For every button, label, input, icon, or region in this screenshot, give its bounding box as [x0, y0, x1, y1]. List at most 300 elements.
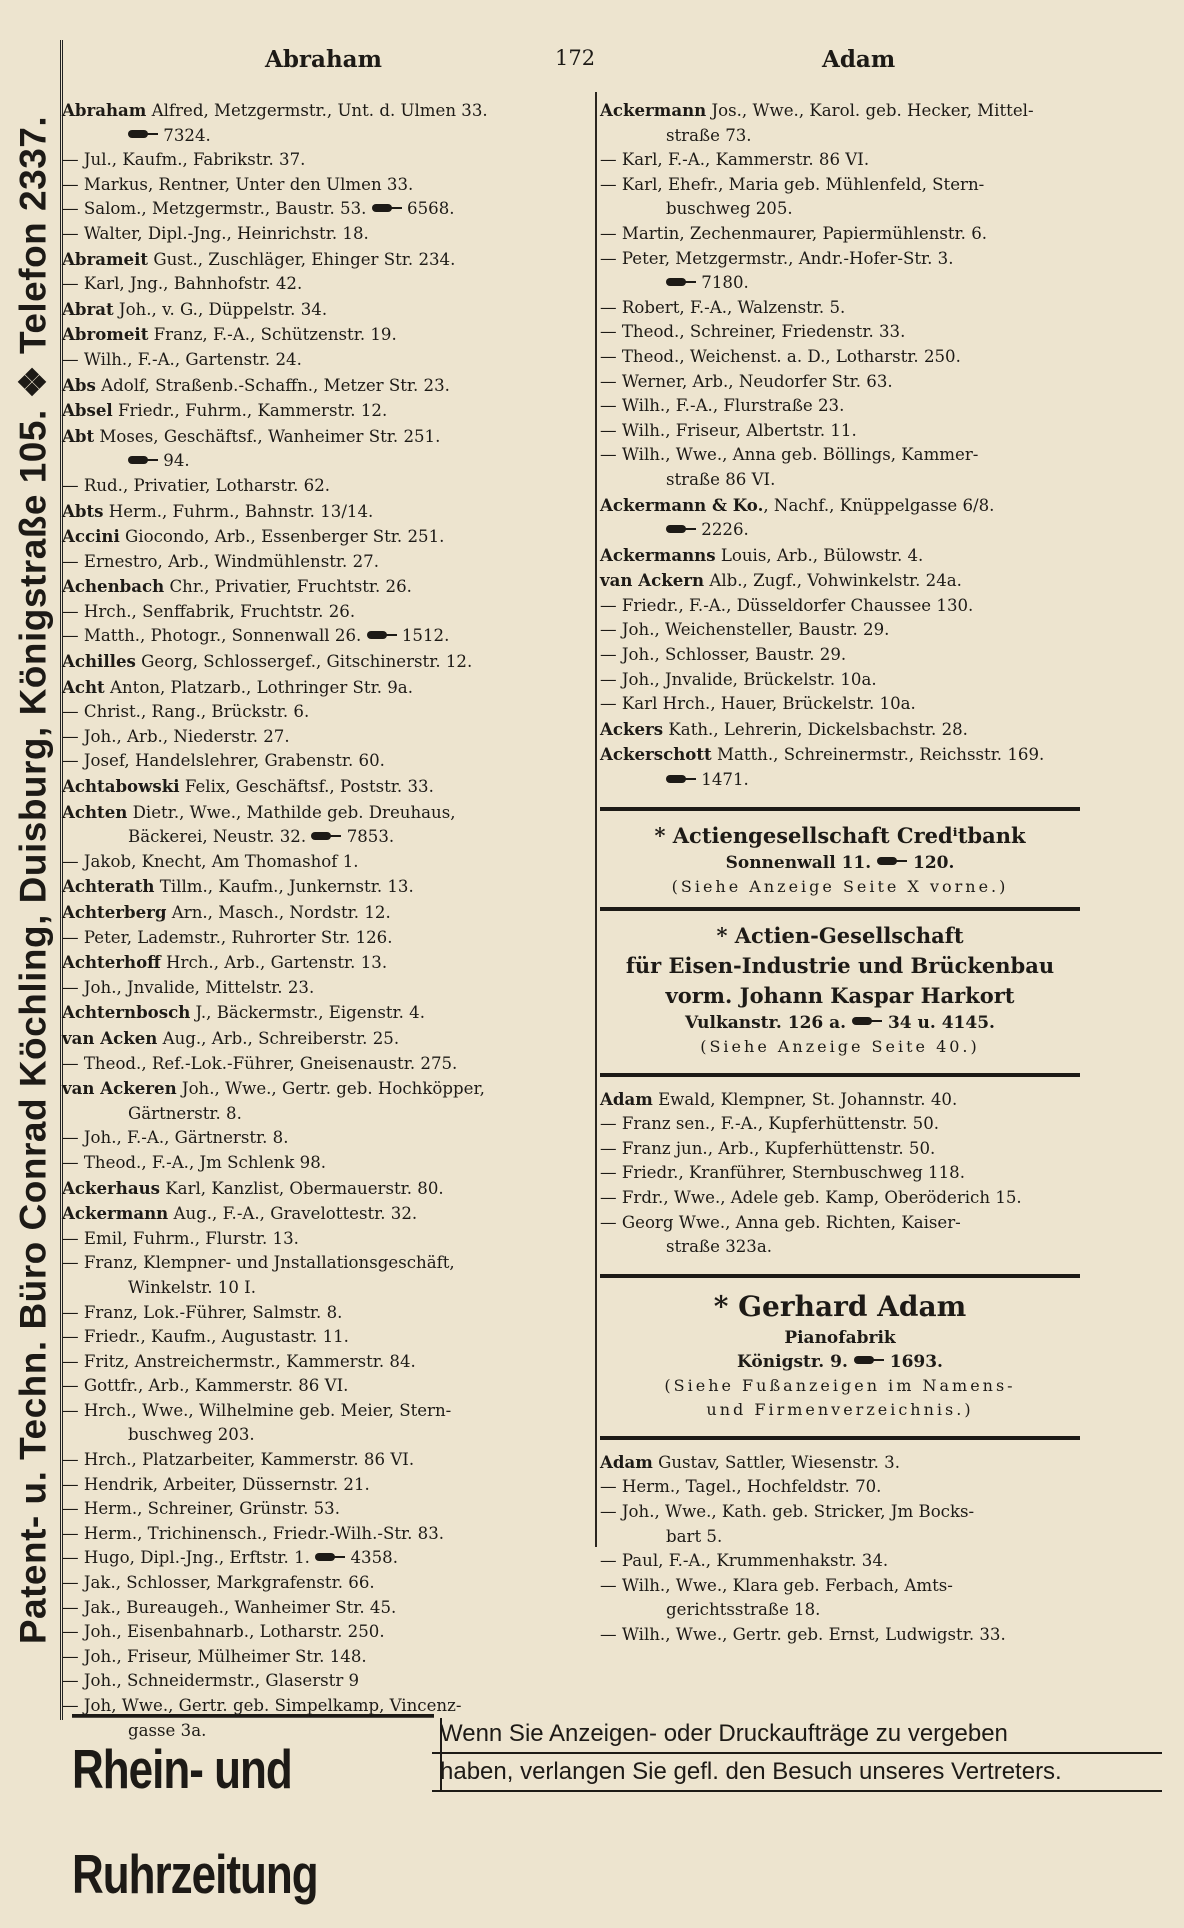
- directory-entry: [600, 296, 1080, 321]
- directory-entry: [62, 1350, 587, 1375]
- directory-entry: [600, 173, 1080, 198]
- entry-details: — Christ., Rang., Brückstr. 6.: [62, 702, 310, 722]
- entry-surname: Adam: [600, 1088, 653, 1109]
- ad-divider: [600, 1274, 1080, 1278]
- directory-entry: [600, 594, 1080, 619]
- entry-details: — Wilh., Wwe., Anna geb. Böllings, Kammer-: [600, 445, 979, 465]
- directory-entry: [62, 173, 587, 198]
- directory-entry: [600, 768, 1080, 793]
- directory-entry: [600, 124, 1080, 149]
- header-left-keyword: Abraham: [265, 46, 382, 73]
- directory-entry: [600, 692, 1080, 717]
- entry-details: — Josef, Handelslehrer, Grabenstr. 60.: [62, 751, 385, 771]
- directory-entry: [62, 1076, 587, 1102]
- entry-details: straße 323a.: [666, 1237, 773, 1257]
- advert-gerhard-adam: [600, 1288, 1080, 1422]
- entry-details: — Joh., Jnvalide, Mittelstr. 23.: [62, 977, 315, 997]
- entry-details: — Joh., Jnvalide, Brückelstr. 10a.: [600, 669, 877, 689]
- entry-details: — Hrch., Senffabrik, Fruchtstr. 26.: [62, 601, 356, 621]
- entry-details: — Paul, F.-A., Krummenhakstr. 34.: [600, 1551, 889, 1571]
- entry-surname: Achten: [62, 801, 128, 822]
- entry-surname: Achenbach: [62, 576, 165, 597]
- entry-details: — Ernestro, Arb., Windmühlenstr. 27.: [62, 551, 379, 571]
- entry-details: Hrch., Arb., Gartenstr. 13.: [160, 953, 388, 973]
- directory-entry: [62, 1052, 587, 1077]
- phone-number: 6568.: [407, 199, 455, 219]
- directory-entry: [600, 717, 1080, 743]
- directory-entry: [62, 449, 587, 474]
- entry-surname: Ackermanns: [600, 544, 716, 565]
- entry-details: Karl, Kanzlist, Obermauerstr. 80.: [160, 1178, 444, 1198]
- directory-entry: [62, 850, 587, 875]
- entry-details: — Friedr., Kaufm., Augustastr. 11.: [62, 1327, 349, 1347]
- directory-entry: [600, 1087, 1080, 1113]
- entry-details: — Matth., Photogr., Sonnenwall 26.: [62, 626, 362, 646]
- ad-note: (Siehe Anzeige Seite 40.): [700, 1036, 980, 1056]
- entry-details: — Joh, Wwe., Gertr. geb. Simpelkamp, Vincenz-: [62, 1696, 462, 1715]
- directory-entry: [600, 742, 1080, 768]
- entry-details: buschweg 203.: [128, 1425, 255, 1445]
- entry-surname: Achterath: [62, 876, 155, 897]
- entry-details: — Joh., Arb., Niederstr. 27.: [62, 726, 290, 746]
- ad-title: * Actiengesellschaft Credⁱtbank: [654, 822, 1026, 848]
- directory-entry: [600, 271, 1080, 296]
- directory-entry: [600, 1623, 1080, 1648]
- entry-details: Gust., Zuschläger, Ehinger Str. 234.: [148, 249, 456, 269]
- entry-details: — Joh., F.-A., Gärtnerstr. 8.: [62, 1128, 289, 1148]
- entry-surname: Achtabowski: [62, 776, 180, 797]
- entry-details: — Joh., Eisenbahnarb., Lotharstr. 250.: [62, 1622, 385, 1642]
- directory-entry: [62, 749, 587, 774]
- entry-details: Herm., Fuhrm., Bahnstr. 13/14.: [103, 501, 374, 521]
- entry-details: Franz, F.-A., Schützenstr. 19.: [148, 325, 397, 345]
- ad-subtitle: Pianofabrik: [784, 1327, 896, 1348]
- entry-details: — Karl, F.-A., Kammerstr. 86 VI.: [600, 150, 870, 170]
- directory-entry: [62, 874, 587, 900]
- directory-entry: [62, 1423, 587, 1448]
- entry-details: — Peter, Metzgermstr., Andr.-Hofer-Str. 3.: [600, 248, 954, 268]
- entry-phone: [361, 626, 449, 645]
- directory-entry: [62, 725, 587, 750]
- directory-entry: [62, 1546, 587, 1571]
- entry-details: — Martin, Zechenmaurer, Papiermühlenstr. 6.: [600, 223, 988, 243]
- entry-details: — Karl, Jng., Bahnhofstr. 42.: [62, 274, 303, 294]
- directory-entry: [62, 1522, 587, 1547]
- directory-entry: [600, 468, 1080, 493]
- entry-details: — Rud., Privatier, Lotharstr. 62.: [62, 475, 331, 495]
- entry-details: bart 5.: [666, 1526, 723, 1546]
- entry-surname: Acht: [62, 676, 105, 697]
- entry-details: — Wilh., F.-A., Flurstraße 23.: [600, 396, 845, 416]
- entry-details: Matth., Schreinermstr., Reichsstr. 169.: [711, 745, 1045, 765]
- entry-details: gerichtsstraße 18.: [666, 1600, 821, 1620]
- entry-details: — Karl, Ehefr., Maria geb. Mühlenfeld, Stern-: [600, 174, 985, 194]
- directory-entry: [62, 800, 587, 826]
- entry-details: — Franz jun., Arb., Kupferhüttenstr. 50.: [600, 1138, 936, 1158]
- right-column: [600, 98, 1080, 1648]
- entry-surname: Abt: [62, 425, 95, 446]
- directory-entry: [62, 499, 587, 525]
- entry-details: — Wilh., Friseur, Albertstr. 11.: [600, 420, 857, 440]
- ad-divider: [600, 907, 1080, 911]
- ad-divider: [600, 1073, 1080, 1077]
- entry-surname: Abts: [62, 500, 104, 521]
- directory-entry: [62, 1448, 587, 1473]
- entry-surname: Ackermann: [600, 100, 707, 120]
- bottom-advert-text: [432, 1716, 1162, 1792]
- entry-surname: Abrameit: [62, 248, 149, 269]
- entry-details: Gärtnerstr. 8.: [128, 1103, 242, 1123]
- phone-number: 1512.: [401, 626, 450, 646]
- entry-surname: Accini: [62, 526, 120, 547]
- directory-entry: [62, 1473, 587, 1498]
- directory-entry: [62, 1151, 587, 1176]
- entry-details: — Fritz, Anstreichermstr., Kammerstr. 84.: [62, 1351, 416, 1371]
- ad-phone: 120.: [913, 852, 955, 873]
- entry-details: — Jak., Schlosser, Markgrafenstr. 66.: [62, 1573, 375, 1593]
- directory-entry: [62, 700, 587, 725]
- entry-phone: [666, 520, 749, 539]
- directory-entry: [600, 98, 1080, 124]
- directory-entry: [600, 668, 1080, 693]
- entry-details: — Joh., Schlosser, Baustr. 29.: [600, 645, 847, 665]
- directory-entry: [62, 550, 587, 575]
- entry-details: Friedr., Fuhrm., Kammerstr. 12.: [112, 401, 388, 421]
- entry-details: — Joh., Schneidermstr., Glaserstr 9: [62, 1671, 360, 1691]
- phone-number: 2226.: [701, 520, 749, 540]
- entry-details: Gustav, Sattler, Wiesenstr. 3.: [652, 1452, 901, 1472]
- entry-details: Alfred, Metzgermstr., Unt. d. Ulmen 33.: [146, 101, 488, 120]
- entry-details: — Theod., F.-A., Jm Schlenk 98.: [62, 1152, 327, 1172]
- entry-surname: Achilles: [62, 651, 136, 672]
- entry-phone: [128, 451, 190, 470]
- directory-entry: [62, 1176, 587, 1202]
- directory-entry: [62, 1301, 587, 1326]
- telephone-icon: [367, 631, 397, 639]
- entry-details: — Jakob, Knecht, Am Thomashof 1.: [62, 851, 359, 871]
- directory-entry: [600, 1161, 1080, 1186]
- entry-details: — Werner, Arb., Neudorfer Str. 63.: [600, 371, 893, 391]
- entry-details: — Emil, Fuhrm., Flurstr. 13.: [62, 1228, 299, 1248]
- entry-surname: Adam: [600, 1451, 653, 1472]
- directory-entry: [62, 1227, 587, 1252]
- page-number: 172: [555, 46, 596, 70]
- directory-entry: [600, 419, 1080, 444]
- directory-entry: [600, 1211, 1080, 1236]
- entry-details: Adolf, Straßenb.-Schaffn., Metzer Str. 23.: [95, 375, 450, 395]
- entry-surname: Achterberg: [62, 902, 167, 922]
- directory-entry: [62, 322, 587, 348]
- entry-details: — Frdr., Wwe., Adele geb. Kamp, Oberöderich 15.: [600, 1188, 1022, 1207]
- telephone-icon: [666, 525, 696, 533]
- phone-number: 7324.: [163, 125, 211, 145]
- ad-address: Vulkanstr. 126 a.: [685, 1012, 847, 1033]
- side-advert-text: Patent- u. Techn. Büro Conrad Köchling, Duisburg, Königstraße 105. ❖ Telefon 2337.: [12, 115, 54, 1645]
- directory-entry: [62, 624, 587, 649]
- entry-details: — Markus, Rentner, Unter den Ulmen 33.: [62, 174, 414, 194]
- entry-details: — Joh., Wwe., Kath. geb. Stricker, Jm Bocks-: [600, 1501, 975, 1521]
- entry-details: Bäckerei, Neustr. 32.: [128, 827, 307, 847]
- entry-details: Aug., F.-A., Gravelottestr. 32.: [168, 1204, 418, 1224]
- directory-entry: [62, 900, 587, 926]
- directory-entry: [62, 1201, 587, 1227]
- entry-details: Louis, Arb., Bülowstr. 4.: [715, 545, 924, 565]
- entry-details: — Theod., Ref.-Lok.-Führer, Gneisenaustr. 275.: [62, 1053, 458, 1073]
- directory-entry: [600, 1450, 1080, 1476]
- entry-phone: [666, 770, 749, 789]
- directory-entry: [600, 443, 1080, 468]
- header-right-keyword: Adam: [822, 46, 896, 73]
- entry-details: — Hendrik, Arbeiter, Düssernstr. 21.: [62, 1474, 370, 1494]
- directory-entry: [62, 1620, 587, 1645]
- entry-surname: Ackermann & Ko.: [600, 494, 764, 515]
- entry-surname: Abrat: [62, 298, 114, 319]
- telephone-icon: [666, 278, 696, 286]
- newspaper-brand: Rhein- und Ruhrzeitung: [72, 1714, 434, 1825]
- directory-entry: [600, 370, 1080, 395]
- entry-details: Georg, Schlossergef., Gitschinerstr. 12.: [135, 652, 473, 672]
- entry-details: — Franz, Lok.-Führer, Salmstr. 8.: [62, 1302, 343, 1322]
- entry-details: Anton, Platzarb., Lothringer Str. 9a.: [104, 677, 413, 697]
- entry-details: Jos., Wwe., Karol. geb. Hecker, Mittel-: [706, 101, 1034, 120]
- entry-details: Tillm., Kaufm., Junkernstr. 13.: [154, 877, 414, 897]
- entry-details: Joh., v. G., Düppelstr. 34.: [113, 299, 328, 319]
- directory-entry: [62, 825, 587, 850]
- directory-entry: [600, 518, 1080, 543]
- bottom-advert-line1: Wenn Sie Anzeigen- oder Druckaufträge zu vergeben: [432, 1716, 1162, 1754]
- directory-entry: [600, 1549, 1080, 1574]
- right-column-entries-top: [600, 98, 1080, 793]
- directory-entry: [600, 394, 1080, 419]
- ad-address: Sonnenwall 11.: [725, 852, 872, 873]
- directory-entry: [600, 222, 1080, 247]
- side-advert-banner: [6, 40, 63, 1720]
- directory-entry: [62, 1399, 587, 1424]
- directory-entry: [62, 976, 587, 1001]
- entry-phone: [128, 126, 211, 145]
- entry-details: — Walter, Dipl.-Jng., Heinrichstr. 18.: [62, 223, 369, 243]
- entry-surname: van Ackern: [600, 570, 705, 591]
- entry-details: Kath., Lehrerin, Dickelsbachstr. 28.: [663, 719, 968, 739]
- entry-details: — Herm., Tagel., Hochfeldstr. 70.: [600, 1477, 882, 1497]
- phone-number: 7180.: [701, 273, 749, 293]
- entry-details: — Friedr., F.-A., Düsseldorfer Chaussee 130.: [600, 595, 974, 615]
- entry-details: Giocondo, Arb., Essenberger Str. 251.: [119, 527, 445, 547]
- directory-entry: [600, 247, 1080, 272]
- ad-divider: [600, 807, 1080, 811]
- entry-details: — Theod., Weichenst. a. D., Lotharstr. 250.: [600, 346, 961, 366]
- directory-entry: [600, 543, 1080, 569]
- ad-title-line3: vorm. Johann Kaspar Harkort: [665, 982, 1015, 1008]
- entry-surname: Ackerschott: [600, 744, 712, 765]
- directory-entry: [62, 98, 587, 124]
- directory-entry: [600, 618, 1080, 643]
- directory-entry: [62, 950, 587, 976]
- entry-details: Alb., Zugf., Vohwinkelstr. 24a.: [704, 571, 962, 591]
- directory-entry: [600, 1574, 1080, 1599]
- directory-entry: [62, 774, 587, 800]
- directory-entry: [62, 1374, 587, 1399]
- directory-entry: [600, 148, 1080, 173]
- entry-surname: Abs: [62, 374, 96, 395]
- directory-entry: [62, 222, 587, 247]
- entry-details: — Hrch., Platzarbeiter, Kammerstr. 86 VI.: [62, 1450, 415, 1470]
- ad-address-line: [600, 1011, 1080, 1035]
- entry-details: buschweg 205.: [666, 199, 793, 219]
- directory-entry: [600, 568, 1080, 594]
- entry-surname: Achternbosch: [62, 1002, 191, 1023]
- directory-entry: [600, 1598, 1080, 1623]
- directory-entry: [62, 148, 587, 173]
- phone-number: 7853.: [346, 827, 395, 847]
- bottom-advert: [62, 1712, 1174, 1906]
- directory-entry: [62, 1102, 587, 1127]
- directory-entry: [62, 1000, 587, 1026]
- directory-entry: [600, 1475, 1080, 1500]
- entry-details: Aug., Arb., Schreiberstr. 25.: [157, 1028, 400, 1048]
- entry-details: — Jul., Kaufm., Fabrikstr. 37.: [62, 150, 306, 170]
- entry-details: Dietr., Wwe., Mathilde geb. Dreuhaus,: [127, 802, 456, 822]
- entry-phone: [666, 273, 749, 292]
- directory-entry: [600, 1137, 1080, 1162]
- telephone-icon: [666, 775, 696, 783]
- right-column-entries-mid: [600, 1087, 1080, 1260]
- entry-details: Felix, Geschäftsf., Poststr. 33.: [179, 777, 434, 797]
- entry-details: — Karl Hrch., Hauer, Brückelstr. 10a.: [600, 694, 916, 714]
- telephone-icon: [372, 204, 402, 212]
- entry-phone: [306, 827, 394, 846]
- directory-entry: [600, 1525, 1080, 1550]
- ad-title-line2: für Eisen-Industrie und Brückenbau: [625, 952, 1055, 978]
- ad-note-line1: (Siehe Fußanzeigen im Namens-: [664, 1375, 1016, 1395]
- directory-entry: [62, 474, 587, 499]
- entry-details: — Robert, F.-A., Walzenstr. 5.: [600, 297, 846, 317]
- entry-surname: Ackerhaus: [62, 1177, 160, 1198]
- entry-details: — Joh., Friseur, Mülheimer Str. 148.: [62, 1646, 367, 1666]
- entry-details: — Friedr., Kranführer, Sternbuschweg 118.: [600, 1163, 965, 1183]
- directory-entry: [62, 1126, 587, 1151]
- directory-entry: [62, 926, 587, 951]
- directory-entry: [600, 1186, 1080, 1211]
- advert-creditbank: [600, 821, 1080, 899]
- entry-details: Arn., Masch., Nordstr. 12.: [166, 903, 391, 922]
- directory-entry: [62, 1251, 587, 1276]
- entry-details: , Nachf., Knüppelgasse 6/8.: [763, 495, 995, 515]
- ad-title: * Gerhard Adam: [713, 1289, 967, 1323]
- entry-details: — Wilh., Wwe., Klara geb. Ferbach, Amts-: [600, 1575, 953, 1595]
- entry-details: Winkelstr. 10 I.: [128, 1277, 257, 1297]
- entry-details: straße 86 VI.: [666, 469, 776, 489]
- directory-entry: [62, 1026, 587, 1052]
- directory-entry: [62, 600, 587, 625]
- entry-details: Chr., Privatier, Fruchtstr. 26.: [164, 577, 412, 597]
- entry-details: Joh., Wwe., Gertr. geb. Hochköpper,: [176, 1079, 485, 1099]
- left-column: [62, 98, 587, 1743]
- telephone-icon: [315, 1553, 345, 1561]
- entry-surname: Abromeit: [62, 324, 149, 345]
- entry-details: J., Bäckermstr., Eigenstr. 4.: [190, 1003, 425, 1023]
- directory-entry: [600, 1235, 1080, 1260]
- telephone-icon: [852, 1017, 882, 1025]
- entry-details: — Hrch., Wwe., Wilhelmine geb. Meier, Stern-: [62, 1400, 452, 1420]
- entry-details: — Franz, Klempner- und Jnstallationsgeschäft,: [62, 1253, 455, 1273]
- entry-details: gasse 3a.: [128, 1720, 207, 1740]
- entry-surname: van Ackeren: [62, 1078, 177, 1099]
- directory-entry: [600, 1112, 1080, 1137]
- directory-entry: [62, 1596, 587, 1621]
- entry-details: — Peter, Lademstr., Ruhrorter Str. 126.: [62, 927, 393, 947]
- telephone-icon: [128, 130, 158, 138]
- entry-details: — Gottfr., Arb., Kammerstr. 86 VI.: [62, 1376, 349, 1396]
- directory-entry: [62, 1669, 587, 1694]
- ad-note-line2: und Firmenverzeichnis.): [706, 1399, 974, 1419]
- ad-address-line: [600, 1350, 1080, 1374]
- directory-entry: [600, 493, 1080, 519]
- entry-surname: Absel: [62, 400, 113, 421]
- directory-entry: [62, 424, 587, 450]
- directory-entry: [62, 1325, 587, 1350]
- phone-number: 94.: [163, 451, 190, 471]
- entry-surname: Achterhoff: [62, 952, 161, 973]
- phone-number: 1471.: [701, 770, 749, 790]
- entry-details: — Franz sen., F.-A., Kupferhüttenstr. 50.: [600, 1114, 940, 1134]
- entry-phone: [366, 199, 454, 218]
- ad-address-line: [600, 851, 1080, 875]
- running-head: [70, 46, 1180, 86]
- ad-address: Königstr. 9.: [737, 1351, 848, 1372]
- entry-surname: Ackermann: [62, 1203, 169, 1224]
- ad-phone: 34 u. 4145.: [887, 1012, 995, 1033]
- directory-entry: [62, 1276, 587, 1301]
- entry-surname: Ackers: [600, 718, 664, 739]
- advert-harkort: [600, 921, 1080, 1059]
- directory-entry: [600, 643, 1080, 668]
- directory-entry: [600, 1500, 1080, 1525]
- entry-details: Ewald, Klempner, St. Johannstr. 40.: [652, 1089, 958, 1109]
- telephone-icon: [877, 857, 907, 865]
- ad-note: (Siehe Anzeige Seite X vorne.): [671, 876, 1009, 896]
- directory-entry: [62, 574, 587, 600]
- directory-entry: [62, 398, 587, 424]
- entry-details: — Herm., Schreiner, Grünstr. 53.: [62, 1499, 341, 1519]
- directory-entry: [62, 247, 587, 273]
- directory-entry: [600, 197, 1080, 222]
- directory-entry: [600, 320, 1080, 345]
- entry-details: — Joh., Weichensteller, Baustr. 29.: [600, 620, 890, 640]
- directory-entry: [62, 272, 587, 297]
- directory-entry: [62, 675, 587, 701]
- entry-surname: van Acken: [62, 1027, 158, 1048]
- entry-details: — Herm., Trichinensch., Friedr.-Wilh.-Str. 83.: [62, 1523, 445, 1543]
- entry-details: — Jak., Bureaugeh., Wanheimer Str. 45.: [62, 1597, 397, 1617]
- directory-entry: [600, 345, 1080, 370]
- directory-entry: [62, 524, 587, 550]
- ad-phone: 1693.: [889, 1351, 943, 1372]
- entry-details: straße 73.: [666, 125, 752, 145]
- directory-entry: [62, 1497, 587, 1522]
- directory-entry: [62, 348, 587, 373]
- directory-entry: [62, 1571, 587, 1596]
- directory-entry: [62, 649, 587, 675]
- entry-details: — Georg Wwe., Anna geb. Richten, Kaiser-: [600, 1212, 961, 1232]
- directory-entry: [62, 373, 587, 399]
- entry-details: — Wilh., Wwe., Gertr. geb. Ernst, Ludwigstr. 33.: [600, 1624, 1006, 1644]
- telephone-icon: [311, 832, 341, 840]
- directory-entry: [62, 197, 587, 222]
- telephone-icon: [854, 1356, 884, 1364]
- entry-surname: Abraham: [62, 100, 147, 120]
- directory-entry: [62, 124, 587, 149]
